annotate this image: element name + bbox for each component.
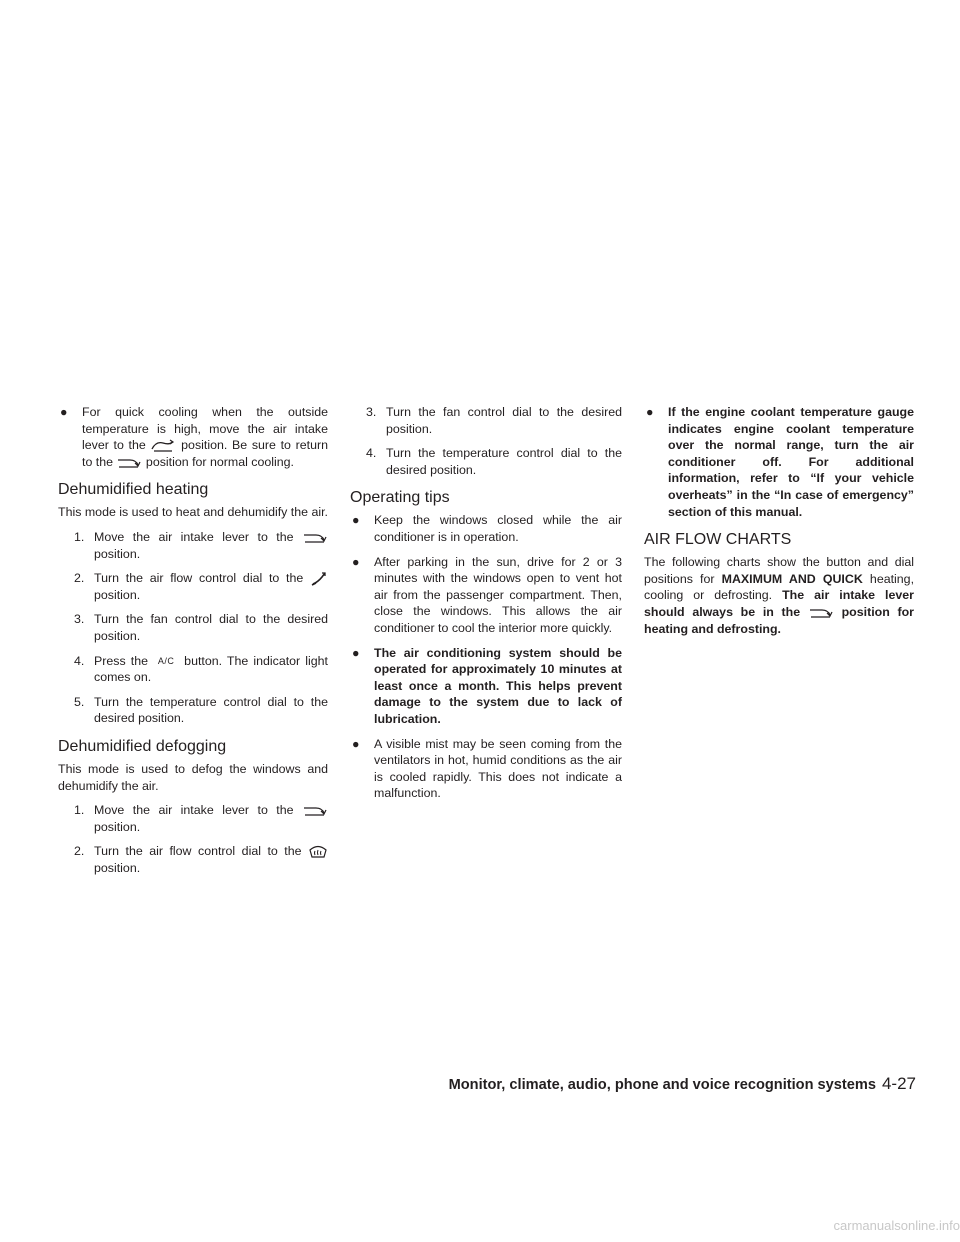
column-2 (350, 404, 622, 810)
dehumidified-defogging-intro: This mode is used to defog the windows and dehumidify the air. (58, 762, 328, 793)
quick-cooling-text-2: position. Be sure to return to the (82, 438, 328, 469)
air-flow-charts-paragraph: The following charts show the button and dial positions for MAXIMUM AND QUICK heating, cooling or defrosting. The air intake lever should always be in the position for heating and defrosting. (644, 555, 915, 636)
heading-operating-tips: Operating tips (350, 489, 450, 507)
dehum-heating-step-1: 1. Move the air intake lever to the position. (58, 529, 328, 562)
tip-item: ● After parking in the sun, drive for 2 or 3 minutes with the windows open to vent hot air from the passenger compartment. Then, close the windows. This allows the air conditioner to cool the interior more quickly. (352, 554, 622, 635)
dehum-heating-step-3: 3. Turn the fan control dial to the desired position. (74, 612, 328, 644)
footer-section-title: Monitor, climate, audio, phone and voice recognition systems (448, 1077, 876, 1093)
bullet-overheat-warning: ● If the engine coolant temperature gauge indicates engine coolant temperature over the normal range, turn the air conditioner off. For additional information, refer to “If your vehicle overheats” in the “In case of emergency” section of this manual. (646, 405, 914, 519)
defrost-icon (308, 844, 328, 860)
dehum-heating-step-2: 2. Turn the air flow control dial to the position. (58, 570, 328, 603)
ac-button-icon: A/C (157, 655, 175, 666)
tip-item-bold: ● The air conditioning system should be operated for approximately 10 minutes at least once a month. This helps prevent damage to the system due to lack of lubrication. (352, 645, 622, 726)
dehum-defog-step-2: 2. Turn the air flow control dial to the position. (58, 843, 328, 876)
dehum-defog-step-1: 1. Move the air intake lever to the position. (58, 802, 328, 835)
column-1 (58, 404, 328, 885)
heading-dehumidified-defogging: Dehumidified defogging (58, 738, 227, 756)
outside-air-icon (808, 606, 834, 620)
bullet-quick-cooling (58, 404, 328, 470)
dehum-heating-step-4: 4. Press the A/C button. The indicator light comes on. (74, 653, 328, 685)
recirculate-air-icon (150, 439, 176, 453)
column-3 (644, 404, 914, 637)
page-number: 4-27 (881, 1074, 916, 1093)
col2-step-3: 3. Turn the fan control dial to the desired position. (366, 405, 622, 436)
dehumidified-heating-intro: This mode is used to heat and dehumidify the air. (58, 505, 328, 520)
tip-item: ● A visible mist may be seen coming from the ventilators in hot, humid conditions as the air is cooled rapidly. This does not indicate a malfunction. (352, 736, 622, 801)
heading-dehumidified-heating: Dehumidified heating (58, 481, 209, 499)
quick-cooling-text-3: position for normal cooling. (145, 454, 294, 469)
quick-cooling-text-1: For quick cooling when the outside temperature is high, move the air intake lever to the (82, 405, 328, 453)
watermark: carmanualsonline.info (833, 1218, 960, 1233)
foot-mode-icon (310, 571, 328, 587)
bullet-dot: ● (60, 405, 68, 419)
dehum-heating-step-5: 5. Turn the temperature control dial to the desired position. (74, 694, 328, 726)
tip-item: ● Keep the windows closed while the air conditioner is in operation. (352, 513, 622, 544)
page-footer (430, 1074, 916, 1094)
col2-step-4: 4. Turn the temperature control dial to the desired position. (366, 446, 622, 477)
outside-air-icon (302, 531, 328, 545)
outside-air-icon (116, 456, 142, 470)
outside-air-icon (302, 804, 328, 818)
heading-air-flow-charts: AIR FLOW CHARTS (644, 531, 792, 549)
